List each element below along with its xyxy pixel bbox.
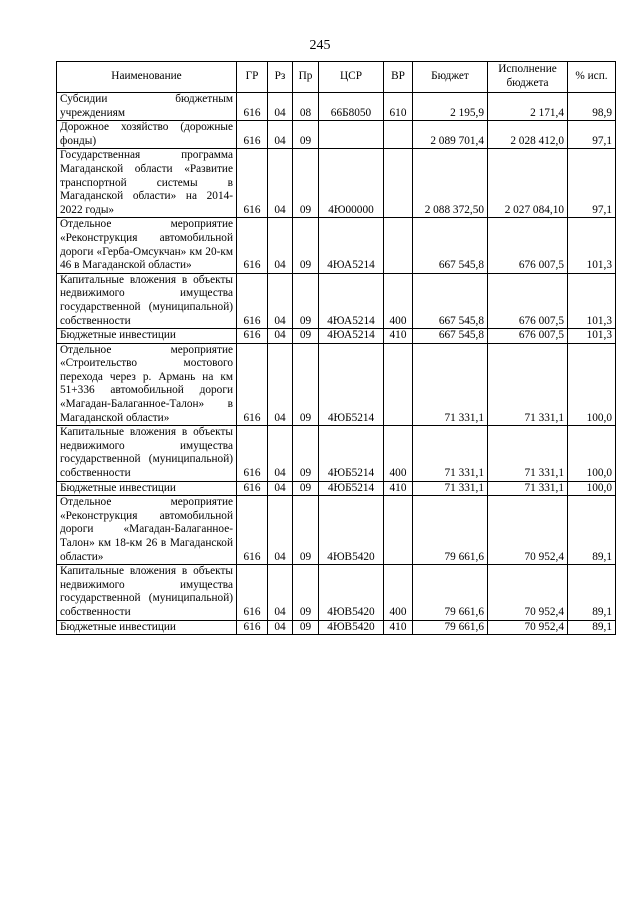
table-row [57, 273, 616, 328]
row-pr: 09 [293, 481, 319, 496]
row-execution: 71 331,1 [488, 343, 568, 426]
row-vr: 410 [384, 329, 413, 344]
row-budget: 79 661,6 [413, 620, 488, 635]
row-csr: 4ЮБ5214 [319, 426, 384, 481]
row-rz: 04 [268, 481, 293, 496]
row-name: Отдельное мероприятие «Строительство мостового перехода через р. Армань на км 51+336 автомобильной дороги «Магадан-Балаганное-Талон» в Магаданской области» [57, 343, 237, 426]
row-vr [384, 218, 413, 273]
row-pr: 09 [293, 121, 319, 149]
row-pr: 09 [293, 565, 319, 620]
row-csr: 4ЮБ5214 [319, 481, 384, 496]
header-percent: % исп. [568, 62, 616, 93]
row-pr: 09 [293, 343, 319, 426]
row-execution: 71 331,1 [488, 426, 568, 481]
row-budget: 2 195,9 [413, 93, 488, 121]
row-rz: 04 [268, 565, 293, 620]
row-name: Государственная программа Магаданской области «Развитие транспортной системы в Магаданской области» на 2014-2022 годы» [57, 149, 237, 218]
row-budget: 2 089 701,4 [413, 121, 488, 149]
row-pr: 09 [293, 218, 319, 273]
row-gr: 616 [237, 620, 268, 635]
header-name: Наименование [57, 62, 237, 93]
row-pr: 09 [293, 149, 319, 218]
row-rz: 04 [268, 121, 293, 149]
row-gr: 616 [237, 481, 268, 496]
row-execution: 676 007,5 [488, 218, 568, 273]
row-percent: 100,0 [568, 481, 616, 496]
header-execution: Исполнение бюджета [488, 62, 568, 93]
row-execution: 70 952,4 [488, 496, 568, 565]
header-gr: ГР [237, 62, 268, 93]
row-gr: 616 [237, 273, 268, 328]
row-pr: 09 [293, 620, 319, 635]
row-vr: 400 [384, 426, 413, 481]
table-row [57, 218, 616, 273]
header-csr: ЦСР [319, 62, 384, 93]
table-row [57, 93, 616, 121]
page-number: 245 [309, 38, 331, 53]
row-budget: 79 661,6 [413, 496, 488, 565]
table-row [57, 496, 616, 565]
row-execution: 71 331,1 [488, 481, 568, 496]
row-execution: 2 028 412,0 [488, 121, 568, 149]
row-csr: 4ЮВ5420 [319, 620, 384, 635]
table-row [57, 565, 616, 620]
row-csr: 4ЮА5214 [319, 218, 384, 273]
row-vr: 610 [384, 93, 413, 121]
row-pr: 09 [293, 496, 319, 565]
row-name: Бюджетные инвестиции [57, 481, 237, 496]
row-percent: 100,0 [568, 426, 616, 481]
row-percent: 98,9 [568, 93, 616, 121]
row-gr: 616 [237, 496, 268, 565]
row-pr: 09 [293, 426, 319, 481]
row-rz: 04 [268, 329, 293, 344]
row-vr: 400 [384, 273, 413, 328]
row-budget: 71 331,1 [413, 481, 488, 496]
row-gr: 616 [237, 329, 268, 344]
row-rz: 04 [268, 343, 293, 426]
row-pr: 09 [293, 329, 319, 344]
table-row [57, 149, 616, 218]
row-name: Капитальные вложения в объекты недвижимого имущества государственной (муниципальной) собственности [57, 565, 237, 620]
row-budget: 79 661,6 [413, 565, 488, 620]
row-rz: 04 [268, 620, 293, 635]
table-row [57, 481, 616, 496]
header-rz: Рз [268, 62, 293, 93]
row-name: Субсидии бюджетным учреждениям [57, 93, 237, 121]
row-name: Капитальные вложения в объекты недвижимого имущества государственной (муниципальной) собственности [57, 273, 237, 328]
row-percent: 100,0 [568, 343, 616, 426]
row-gr: 616 [237, 93, 268, 121]
row-percent: 97,1 [568, 149, 616, 218]
row-csr [319, 121, 384, 149]
row-execution: 2 027 084,10 [488, 149, 568, 218]
header-vr: ВР [384, 62, 413, 93]
row-vr [384, 121, 413, 149]
row-vr: 400 [384, 565, 413, 620]
row-budget: 667 545,8 [413, 273, 488, 328]
row-budget: 667 545,8 [413, 329, 488, 344]
row-name: Капитальные вложения в объекты недвижимого имущества государственной (муниципальной) собственности [57, 426, 237, 481]
row-csr: 4ЮВ5420 [319, 496, 384, 565]
row-pr: 08 [293, 93, 319, 121]
row-csr: 4ЮА5214 [319, 329, 384, 344]
row-execution: 2 171,4 [488, 93, 568, 121]
row-gr: 616 [237, 121, 268, 149]
row-csr: 4ЮБ5214 [319, 343, 384, 426]
table-header-row [57, 62, 616, 93]
row-percent: 101,3 [568, 273, 616, 328]
row-percent: 97,1 [568, 121, 616, 149]
row-rz: 04 [268, 149, 293, 218]
header-budget: Бюджет [413, 62, 488, 93]
row-execution: 676 007,5 [488, 329, 568, 344]
row-name: Бюджетные инвестиции [57, 620, 237, 635]
row-budget: 71 331,1 [413, 426, 488, 481]
table-row [57, 121, 616, 149]
row-vr [384, 496, 413, 565]
row-budget: 667 545,8 [413, 218, 488, 273]
budget-table [56, 61, 616, 635]
row-execution: 676 007,5 [488, 273, 568, 328]
row-name: Бюджетные инвестиции [57, 329, 237, 344]
row-execution: 70 952,4 [488, 620, 568, 635]
row-gr: 616 [237, 149, 268, 218]
row-vr: 410 [384, 481, 413, 496]
row-name: Дорожное хозяйство (дорожные фонды) [57, 121, 237, 149]
header-pr: Пр [293, 62, 319, 93]
row-budget: 2 088 372,50 [413, 149, 488, 218]
row-percent: 101,3 [568, 329, 616, 344]
row-percent: 89,1 [568, 620, 616, 635]
row-rz: 04 [268, 426, 293, 481]
row-pr: 09 [293, 273, 319, 328]
table-row [57, 329, 616, 344]
row-rz: 04 [268, 273, 293, 328]
row-percent: 101,3 [568, 218, 616, 273]
row-vr: 410 [384, 620, 413, 635]
row-vr [384, 149, 413, 218]
row-csr: 4ЮВ5420 [319, 565, 384, 620]
row-budget: 71 331,1 [413, 343, 488, 426]
row-csr: 4Ю00000 [319, 149, 384, 218]
table-row [57, 620, 616, 635]
row-csr: 4ЮА5214 [319, 273, 384, 328]
row-vr [384, 343, 413, 426]
row-rz: 04 [268, 496, 293, 565]
row-rz: 04 [268, 93, 293, 121]
row-name: Отдельное мероприятие «Реконструкция автомобильной дороги «Герба-Омсукчан» км 20-км 46 в Магаданской области» [57, 218, 237, 273]
row-gr: 616 [237, 218, 268, 273]
row-gr: 616 [237, 565, 268, 620]
row-percent: 89,1 [568, 496, 616, 565]
row-rz: 04 [268, 218, 293, 273]
table-row [57, 343, 616, 426]
row-name: Отдельное мероприятие «Реконструкция автомобильной дороги «Магадан-Балаганное-Талон» км 18-км 26 в Магаданской области» [57, 496, 237, 565]
table-row [57, 426, 616, 481]
row-gr: 616 [237, 343, 268, 426]
row-gr: 616 [237, 426, 268, 481]
row-execution: 70 952,4 [488, 565, 568, 620]
row-percent: 89,1 [568, 565, 616, 620]
row-csr: 66Б8050 [319, 93, 384, 121]
